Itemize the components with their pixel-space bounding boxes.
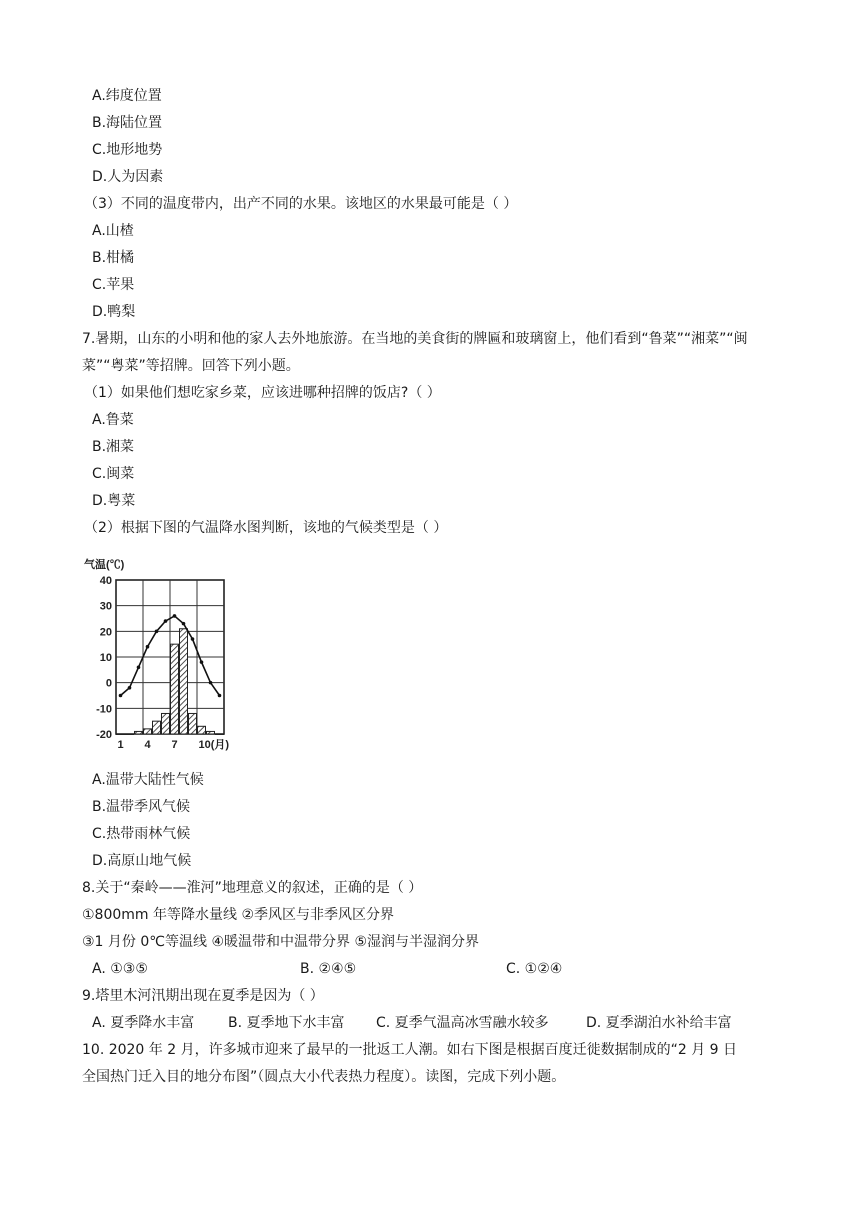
precipitation-bar (117, 734, 125, 735)
y-tick-labels (96, 575, 112, 741)
q6-option-a: A.纬度位置 (92, 88, 162, 104)
climate-chart (84, 552, 250, 752)
q7-part2-option-d: D.高原山地气候 (92, 853, 192, 869)
y-tick-label: 40 (99, 575, 112, 587)
temperature-point (128, 686, 132, 690)
q9-option-b: B. 夏季地下水丰富 (228, 1015, 345, 1031)
precipitation-bar (189, 713, 197, 734)
y-tick-label: -10 (96, 703, 112, 716)
q7-part1-option-b: B.湘菜 (92, 439, 135, 455)
q8-option-b: B. ②④⑤ (300, 961, 357, 977)
x-tick-label: 7 (171, 739, 178, 751)
q6-part3-option-a: A.山楂 (92, 223, 134, 239)
temperature-point (173, 614, 177, 618)
q7-part1-prompt: （1）如果他们想吃家乡菜，应该进哪种招牌的饭店?（ ） (84, 385, 441, 401)
temperature-point (218, 694, 222, 698)
q9-option-d: D. 夏季湖泊水补给丰富 (586, 1015, 732, 1031)
x-tick-labels (118, 738, 230, 751)
q6-option-d: D.人为因素 (92, 169, 164, 185)
q7-stem-line1: 7.暑期，山东的小明和他的家人去外地旅游。在当地的美食街的牌匾和玻璃窗上，他们看到“鲁菜”“湘菜”“闽 (82, 331, 748, 347)
x-tick-label: 10(月) (198, 739, 230, 751)
q9-option-c: C. 夏季气温高冰雪融水较多 (376, 1015, 549, 1031)
q6-part3-option-d: D.鸭梨 (92, 304, 136, 320)
x-tick-label: 4 (144, 739, 151, 751)
temperature-point (191, 637, 195, 641)
q7-part1-option-c: C.闽菜 (92, 466, 135, 482)
q7-part2-option-c: C.热带雨林气候 (92, 826, 191, 842)
q6-option-c: C.地形地势 (92, 142, 163, 158)
q7-part1-option-d: D.粤菜 (92, 493, 136, 509)
q7-part2-option-b: B.温带季风气候 (92, 799, 191, 815)
y-tick-label: -20 (96, 729, 112, 741)
q8-option-c: C. ①②④ (506, 961, 563, 977)
precipitation-bar (135, 731, 143, 734)
precipitation-bar (207, 731, 215, 734)
precipitation-bar (144, 729, 152, 734)
q7-part2-prompt: （2）根据下图的气温降水图判断，该地的气候类型是（ ） (84, 520, 448, 536)
y-tick-label: 0 (105, 677, 112, 690)
precipitation-bar (126, 734, 134, 735)
q6-part3-option-c: C.苹果 (92, 277, 135, 293)
precipitation-bar (153, 721, 161, 734)
temperature-point (146, 645, 150, 649)
precipitation-bar (198, 726, 206, 734)
q6-part3-prompt: （3）不同的温度带内，出产不同的水果。该地区的水果最可能是（ ） (84, 196, 518, 212)
y-tick-label: 20 (99, 626, 112, 639)
q7-part2-option-a: A.温带大陆性气候 (92, 772, 204, 788)
precipitation-bar (171, 644, 179, 734)
temperature-point (164, 619, 168, 623)
q8-option-a: A. ①③⑤ (92, 961, 148, 977)
q6-option-b: B.海陆位置 (92, 115, 163, 131)
precipitation-bar (162, 713, 170, 734)
q8-statements-line2: ③1 月份 0℃等温线 ④暖温带和中温带分界 ⑤湿润与半湿润分界 (82, 934, 479, 950)
temperature-point (137, 665, 141, 669)
q7-stem-line2: 菜”“粤菜”等招牌。回答下列小题。 (82, 358, 300, 374)
q8-stem: 8.关于“秦岭——淮河”地理意义的叙述，正确的是（ ） (82, 880, 423, 896)
q9-stem: 9.塔里木河汛期出现在夏季是因为（ ） (82, 988, 324, 1004)
chart-ylabel: 气温(℃) (84, 559, 125, 571)
temperature-point (155, 630, 159, 634)
temperature-point (200, 660, 204, 664)
q7-part1-option-a: A.鲁菜 (92, 412, 134, 428)
q6-part3-option-b: B.柑橘 (92, 250, 135, 266)
q10-stem-line2: 全国热门迁入目的地分布图”（圆点大小代表热力程度）。读图，完成下列小题。 (82, 1069, 566, 1085)
y-tick-label: 30 (99, 600, 112, 613)
q10-stem-line1: 10. 2020 年 2 月，许多城市迎来了最早的一批返工人潮。如右下图是根据百度迁徙数据制成的“2 月 9 日 (82, 1042, 738, 1058)
temperature-point (182, 622, 186, 626)
temperature-point (119, 694, 123, 698)
x-tick-label: 1 (117, 739, 124, 751)
temperature-point (209, 681, 213, 685)
precipitation-bar (216, 734, 224, 735)
y-tick-label: 10 (99, 652, 112, 664)
precipitation-bar (180, 629, 188, 734)
q9-option-a: A. 夏季降水丰富 (92, 1015, 195, 1031)
q8-statements-line1: ①800mm 年等降水量线 ②季风区与非季风区分界 (82, 907, 394, 923)
